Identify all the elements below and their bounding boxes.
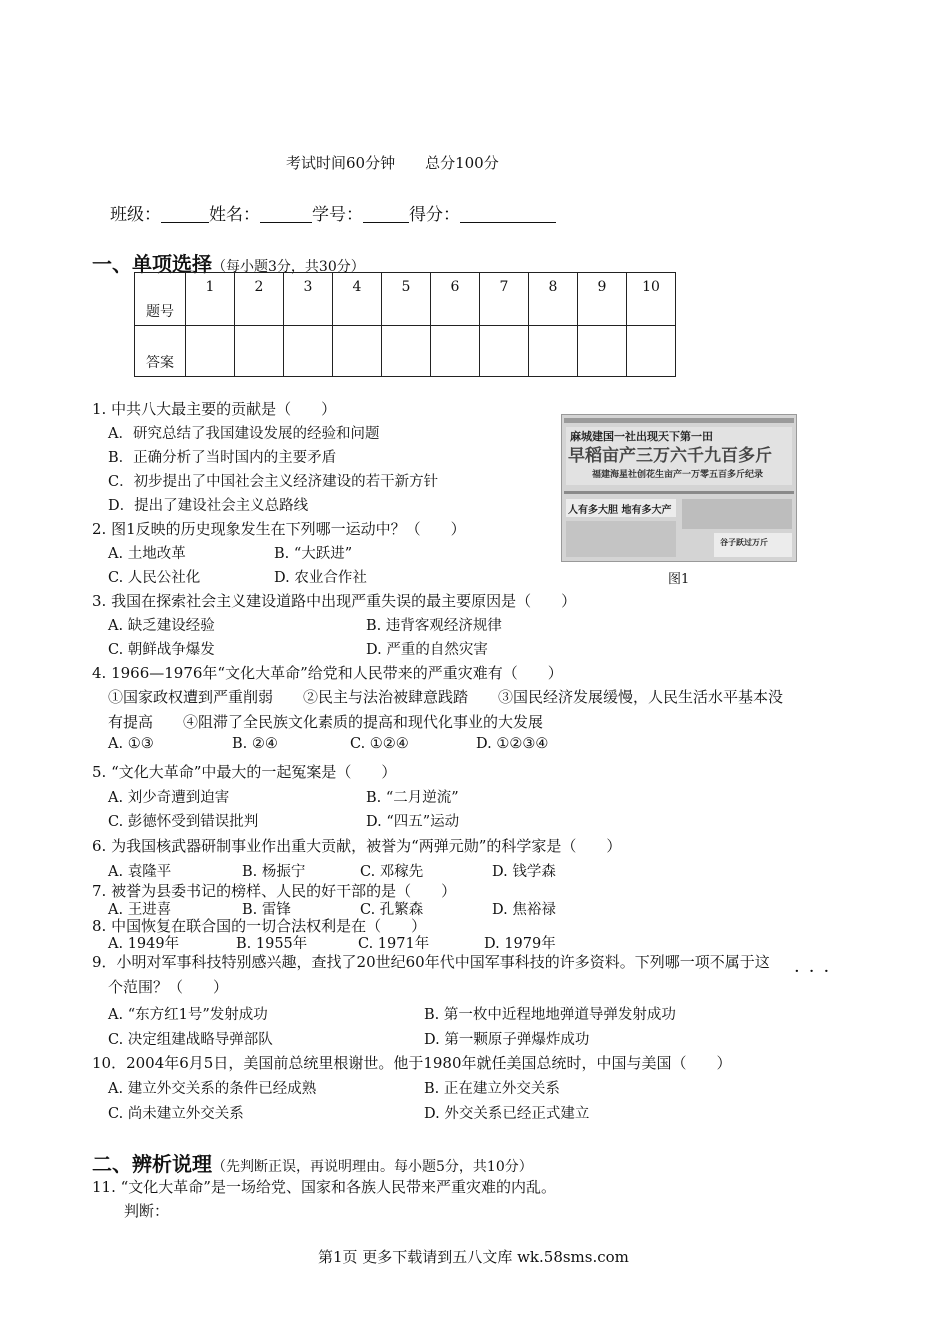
emphasis-dots: ··· [794,961,839,982]
id-blank[interactable] [363,204,409,223]
col-number-6: 6 [431,273,480,326]
question-7-stem: 7. 被誉为县委书记的榜样、人民的好干部的是（ ） [92,882,457,900]
newspaper-graphic [562,415,796,561]
question-10-option-c[interactable]: C. 尚未建立外交关系 [108,1106,244,1122]
col-number-8: 8 [529,273,578,326]
question-4-option-a[interactable]: A. ①③ [108,736,154,752]
score-label: 得分： [409,205,460,225]
col-number-3: 3 [284,273,333,326]
newspaper-headline2: 早稻亩产三万六千九百多斤 [568,446,772,466]
exam-time-line [286,152,499,173]
question-8-option-a[interactable]: A. 1949年 [108,936,180,952]
question-8-option-d[interactable]: D. 1979年 [484,936,556,952]
question-10-stem: 10．2004年6月5日，美国前总统里根谢世。他于1980年就任美国总统时，中国与美国（ ） [92,1054,732,1072]
table-row-numbers [135,273,676,326]
question-6-option-a[interactable]: A. 袁隆平 [108,864,172,880]
question-4-stem: 4. 1966—1976年“文化大革命”给党和人民带来的严重灾难有（ ） [92,664,563,682]
answer-cell-5[interactable] [382,326,431,377]
question-9-stem: 9．小明对军事科技特别感兴趣，查找了20世纪60年代中国军事科技的许多资料。下列哪一项不属于这 [92,953,770,971]
question-5-option-a[interactable]: A. 刘少奇遭到迫害 [108,790,230,806]
section2-title: 二、辨析说理 [92,1152,212,1176]
name-blank[interactable] [260,204,312,223]
question-8-option-b[interactable]: B. 1955年 [236,936,308,952]
question-10-option-d[interactable]: D. 外交关系已经正式建立 [424,1106,590,1122]
question-3-option-d[interactable]: D. 严重的自然灾害 [366,642,488,658]
class-blank[interactable] [161,204,209,223]
question-11-stem: 11. “文化大革命”是一场给党、国家和各族人民带来严重灾难的内乱。 [92,1178,556,1196]
question-1-option-b[interactable]: B．正确分析了当时国内的主要矛盾 [108,450,337,466]
question-6-option-d[interactable]: D. 钱学森 [492,864,556,880]
question-6-option-c[interactable]: C. 邓稼先 [360,864,424,880]
answer-cell-2[interactable] [235,326,284,377]
answer-cell-10[interactable] [627,326,676,377]
question-5-option-b[interactable]: B. “二月逆流” [366,790,459,806]
col-number-5: 5 [382,273,431,326]
question-8-stem: 8. 中国恢复在联合国的一切合法权利是在（ ） [92,917,427,935]
id-label: 学号： [312,205,363,225]
newspaper-headline1: 麻城建国一社出现天下第一田 [570,430,713,443]
col-number-2: 2 [235,273,284,326]
question-2-option-b[interactable]: B. “大跃进” [274,546,353,562]
question-9-option-d[interactable]: D. 第一颗原子弹爆炸成功 [424,1032,590,1048]
newspaper-image [561,414,797,562]
section1-title: 一、单项选择 [92,252,212,276]
answer-cell-7[interactable] [480,326,529,377]
answer-cell-4[interactable] [333,326,382,377]
question-1-stem: 1. 中共八大最主要的贡献是（ ） [92,400,337,418]
total-score: 总分100分 [425,154,499,172]
question-6-option-b[interactable]: B. 杨振宁 [242,864,306,880]
question-7-option-a[interactable]: A. 王进喜 [108,902,172,918]
col-number-4: 4 [333,273,382,326]
section1-note: （每小题3分，共30分） [212,259,365,275]
question-4-option-c[interactable]: C. ①②④ [350,736,409,752]
score-blank[interactable] [460,204,556,223]
col-number-7: 7 [480,273,529,326]
row-label-number: 题号 [135,273,186,326]
question-9-option-b[interactable]: B. 第一枚中近程地地弹道导弹发射成功 [424,1007,676,1023]
question-3-option-b[interactable]: B. 违背客观经济规律 [366,618,502,634]
row-label-answer: 答案 [135,326,186,377]
question-4-line3: 有提高 ④阻滞了全民族文化素质的提高和现代化事业的大发展 [108,713,544,731]
question-7-option-d[interactable]: D. 焦裕禄 [492,902,556,918]
table-row-answers [135,326,676,377]
section2-heading [92,1148,533,1177]
figure-caption: 图1 [668,572,690,587]
student-info-line [110,200,556,225]
answer-cell-8[interactable] [529,326,578,377]
answer-cell-3[interactable] [284,326,333,377]
question-4-option-d[interactable]: D. ①②③④ [476,736,549,752]
question-2-option-c[interactable]: C. 人民公社化 [108,570,201,586]
col-number-10: 10 [627,273,676,326]
col-number-1: 1 [186,273,235,326]
question-1-option-c[interactable]: C．初步提出了中国社会主义经济建设的若干新方针 [108,474,439,490]
answer-cell-6[interactable] [431,326,480,377]
question-1-option-d[interactable]: D．提出了建设社会主义总路线 [108,498,309,514]
answer-cell-1[interactable] [186,326,235,377]
question-1-option-a[interactable]: A．研究总结了我国建设发展的经验和问题 [108,426,380,442]
answer-cell-9[interactable] [578,326,627,377]
question-8-option-c[interactable]: C. 1971年 [358,936,430,952]
newspaper-headline5: 谷子跃过万斤 [720,538,768,547]
newspaper-headline4: 人有多大胆 地有多大产 [568,505,672,516]
section2-note: （先判断正误，再说明理由。每小题5分，共10分） [212,1159,533,1175]
page-footer: 第1页 更多下载请到五八文库 wk.58sms.com [318,1248,629,1266]
question-7-option-b[interactable]: B. 雷锋 [242,902,291,918]
col-number-9: 9 [578,273,627,326]
question-2-stem: 2. 图1反映的历史现象发生在下列哪一运动中？（ ） [92,520,466,538]
answer-table [134,272,676,377]
question-9-option-a[interactable]: A. “东方红1号”发射成功 [108,1007,268,1023]
question-5-stem: 5. “文化大革命”中最大的一起冤案是（ ） [92,763,397,781]
question-6-stem: 6. 为我国核武器研制事业作出重大贡献，被誉为“两弹元勋”的科学家是（ ） [92,837,622,855]
question-10-option-a[interactable]: A. 建立外交关系的条件已经成熟 [108,1081,317,1097]
question-5-option-d[interactable]: D. “四五”运动 [366,814,460,830]
question-4-line2: ①国家政权遭到严重削弱 ②民主与法治被肆意践踏 ③国民经济发展缓慢，人民生活水平基本没 [108,688,784,706]
judge-label: 判断： [124,1202,170,1220]
question-2-option-d[interactable]: D. 农业合作社 [274,570,367,586]
question-9-line2: 个范围？（ ） [108,978,229,996]
class-label: 班级： [110,205,161,225]
question-9-option-c[interactable]: C. 决定组建战略导弹部队 [108,1032,273,1048]
question-2-option-a[interactable]: A. 土地改革 [108,546,186,562]
question-10-option-b[interactable]: B. 正在建立外交关系 [424,1081,560,1097]
question-5-option-c[interactable]: C. 彭德怀受到错误批判 [108,814,259,830]
question-3-option-a[interactable]: A. 缺乏建设经验 [108,618,215,634]
name-label: 姓名： [209,205,260,225]
question-3-stem: 3. 我国在探索社会主义建设道路中出现严重失误的最主要原因是（ ） [92,592,577,610]
newspaper-headline3: 福建海星社创花生亩产一万零五百多斤纪录 [592,470,764,480]
exam-time: 考试时间60分钟 [286,154,396,172]
question-7-option-c[interactable]: C. 孔繁森 [360,902,424,918]
question-3-option-c[interactable]: C. 朝鲜战争爆发 [108,642,215,658]
question-4-option-b[interactable]: B. ②④ [232,736,278,752]
